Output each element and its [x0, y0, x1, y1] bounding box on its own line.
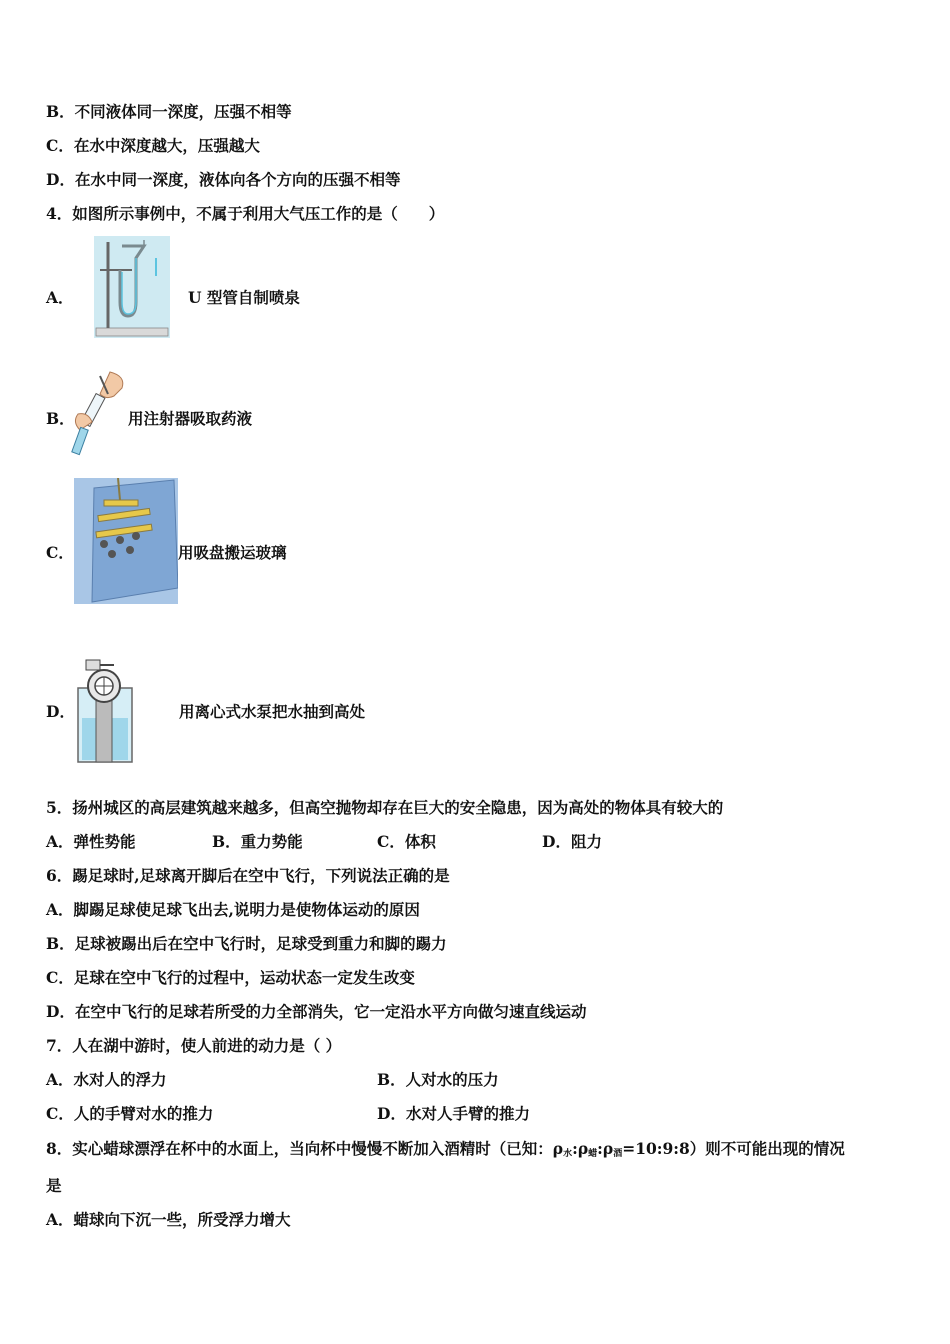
- q8-colon-2: :ρ: [597, 1139, 614, 1158]
- q8-stem-tail: =10:9:8）则不可能出现的情况: [622, 1139, 845, 1158]
- q6-option-d: D．在空中飞行的足球若所受的力全部消失，它一定沿水平方向做匀速直线运动: [46, 1002, 587, 1021]
- q4-option-d-letter: D．: [46, 702, 75, 721]
- centrifugal-pump-figure: [72, 658, 138, 764]
- q7-option-a: A．水对人的浮力: [46, 1070, 167, 1089]
- q7-option-c: C．人的手臂对水的推力: [46, 1104, 214, 1123]
- q8-stem-continued: 是: [46, 1176, 62, 1195]
- u-tube-fountain-figure: [94, 236, 170, 338]
- q5-option-d: D．阻力: [542, 832, 602, 851]
- q4-option-c-letter: C．: [46, 543, 74, 562]
- q3-option-b: B．不同液体同一深度，压强不相等: [46, 102, 292, 121]
- q5-option-a: A．弹性势能: [46, 832, 136, 851]
- q7-option-b: B．人对水的压力: [377, 1070, 499, 1089]
- q8-sub-water: 水: [563, 1149, 573, 1159]
- q4-option-a-letter: A．: [46, 288, 74, 307]
- q8-sub-wax: 蜡: [588, 1149, 598, 1159]
- q6-option-c: C．足球在空中飞行的过程中，运动状态一定发生改变: [46, 968, 415, 987]
- q4-option-b-text: 用注射器吸取药液: [128, 409, 253, 428]
- q8-sub-alcohol: 酒: [613, 1149, 623, 1159]
- q8-option-a: A．蜡球向下沉一些，所受浮力增大: [46, 1210, 291, 1229]
- q4-option-b-letter: B．: [46, 409, 75, 428]
- q6-option-b: B．足球被踢出后在空中飞行时，足球受到重力和脚的踢力: [46, 934, 447, 953]
- q4-option-c-text: 用吸盘搬运玻璃: [178, 543, 287, 562]
- q4-option-d-text: 用离心式水泵把水抽到高处: [179, 702, 366, 721]
- q7-option-d: D．水对人手臂的推力: [377, 1104, 530, 1123]
- suction-cup-glass-figure: [74, 478, 178, 604]
- syringe-figure: [70, 370, 128, 456]
- q4-option-a-text: U 型管自制喷泉: [188, 288, 300, 307]
- q3-option-d: D．在水中同一深度，液体向各个方向的压强不相等: [46, 170, 401, 189]
- q4-stem: 4．如图所示事例中，不属于利用大气压工作的是（ ）: [46, 204, 445, 223]
- q3-option-c: C．在水中深度越大，压强越大: [46, 136, 260, 155]
- q5-option-b: B．重力势能: [212, 832, 303, 851]
- q7-stem: 7．人在湖中游时，使人前进的动力是（ ）: [46, 1036, 342, 1055]
- q8-colon-1: :ρ: [572, 1139, 589, 1158]
- q8-stem: [46, 1139, 845, 1164]
- q5-option-c: C．体积: [377, 832, 436, 851]
- q6-stem: 6．踢足球时,足球离开脚后在空中飞行，下列说法正确的是: [46, 866, 450, 885]
- q5-stem: 5．扬州城区的高层建筑越来越多，但高空抛物却存在巨大的安全隐患，因为高处的物体具有较大的: [46, 798, 724, 817]
- q6-option-a: A．脚踢足球使足球飞出去,说明力是使物体运动的原因: [46, 900, 420, 919]
- q8-stem-text: 8．实心蜡球漂浮在杯中的水面上，当向杯中慢慢不断加入酒精时（已知：ρ: [46, 1139, 564, 1158]
